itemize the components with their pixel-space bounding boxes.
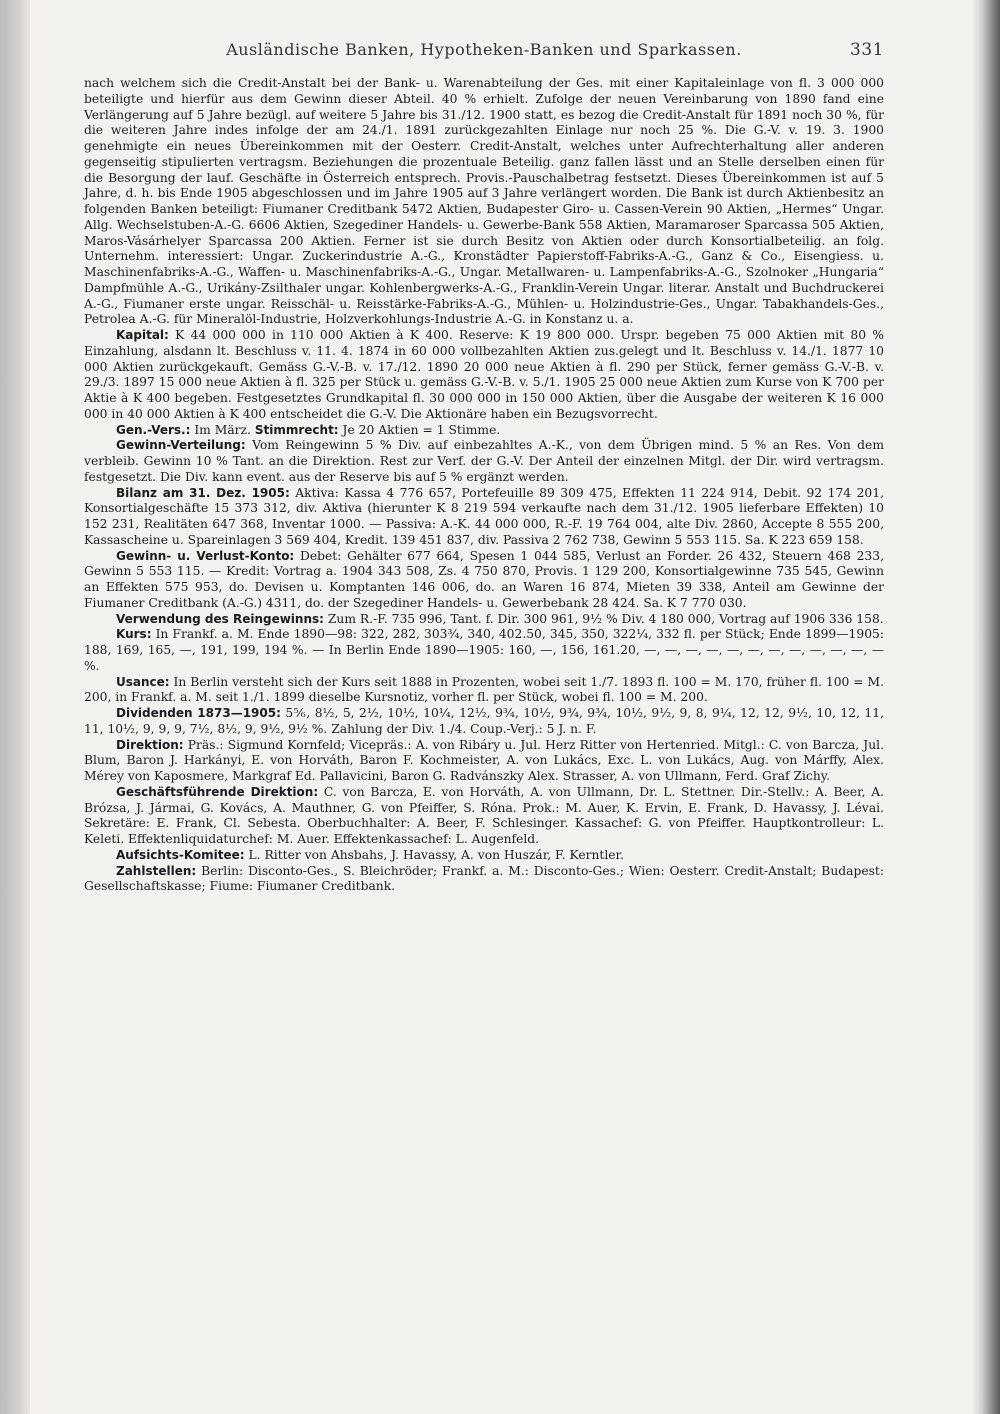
section-label: Usance: (116, 674, 170, 689)
section-kapital (84, 328, 884, 423)
section-aufsichts-komitee (84, 848, 884, 864)
section-label: Zahlstellen: (116, 863, 197, 878)
section-label-stimmrecht: Stimmrecht: (254, 422, 339, 437)
section-label: Geschäftsführende Direktion: (116, 784, 319, 799)
section-label: Kurs: (116, 627, 152, 642)
section-text: 5⅚, 8½, 5, 2½, 10½, 10¼, 12½, 9¾, 10½, 9¾, 9¾, 10½, 9½, 9, 8, 9¼, 12, 12, 9½, 10, 12, 11, 11, 10½, 9, 9, 9, 7½, 8½, 9, 9½, 9½ %. Zahlung der Div. 1./4. Coup.-Verj.: 5 J. n. F. (84, 706, 884, 736)
section-text: L. Ritter von Ahsbahs, J. Havassy, A. von Huszár, F. Kerntler. (248, 847, 624, 862)
section-label: Bilanz am 31. Dez. 1905: (116, 485, 290, 500)
section-label: Dividenden 1873—1905: (116, 706, 281, 720)
section-verwendung (84, 612, 884, 628)
section-gewinn-verteilung (84, 438, 884, 485)
section-text: K 44 000 000 in 110 000 Aktien à K 400. Reserve: K 19 800 000. Urspr. begeben 75 000 Aktien mit 80 % Einzahlung, alsdann lt. Beschluss v. 11. 4. 1874 in 60 000 vollbezahlten Aktien zus.gelegt und lt. Beschluss v. 14./1. 1877 10 000 Aktien zurückgekauft. Gemäss G.-V.-B. v. 17./12. 1890 20 000 neue Aktien à fl. 290 per Stück, ferner gemäss G.-V.-B. v. 29./3. 1897 15 000 neue Aktien à fl. 325 per Stück u. gemäss G.-V.-B. v. 5./1. 1905 25 000 neue Aktien zum Kurse von K 700 per Aktie à K 400 begeben. Festgesetztes Grundkapital fl. 30 000 000 in 150 000 Aktien, über die Ausgabe der weiteren K 16 000 000 in 40 000 Aktien à K 400 entscheidet die G.-V. Die Aktionäre haben ein Bezugsvorrecht. (84, 328, 884, 421)
section-text: Berlin: Disconto-Ges., S. Bleichröder; Frankf. a. M.: Disconto-Ges.; Wien: Oesterr. Credit-Anstalt; Budapest: Gesellschaftskasse; Fiume: Fiumaner Creditbank. (84, 863, 884, 894)
section-gen-vers (84, 423, 884, 439)
section-label: Verwendung des Reingewinns: (116, 611, 324, 626)
section-text: Zum R.-F. 735 996, Tant. f. Dir. 300 961, 9½ % Div. 4 180 000, Vortrag auf 1906 336 158. (327, 611, 884, 626)
section-label: Gen.-Vers.: (116, 422, 191, 437)
section-text: Präs.: Sigmund Kornfeld; Vicepräs.: A. von Ribáry u. Jul. Herz Ritter von Hertenried. Mitgl.: C. von Barcza, Jul. Blum, Baron J. Harkányi, E. von Horváth, Baron F. Kochmeister, A. von Lukács, Exc. L. von Lukács, Aug. von Márffy, Alex. Mérey von Kaposmere, Markgraf Ed. Pallavicini, Baron G. Radvánszky Alex. Strasser, A. von Ullmann, Ferd. Graf Zichy. (84, 737, 884, 783)
running-title: Ausländische Banken, Hypotheken-Banken und Sparkassen. (226, 40, 742, 59)
section-label: Gewinn- u. Verlust-Konto: (116, 548, 295, 563)
section-text: Debet: Gehälter 677 664, Spesen 1 044 585, Verlust an Forder. 26 432, Steuern 468 233, Gewinn 5 553 115. — Kredit: Vortrag a. 1904 343 508, Zs. 4 750 870, Provis. 1 129 200, Konsortialgewinne 735 545, Gewinn an Effekten 575 953, do. Devisen u. Komptanten 146 006, do. an Waren 16 874, Mieten 39 338, Anteil am Gewinne der Fiumaner Creditbank (A.-G.) 4311, do. der Szegediner Handels- u. Gewerbebank 28 424. Sa. K 7 770 030. (84, 548, 884, 610)
section-zahlstellen (84, 864, 884, 896)
section-label: Aufsichts-Komitee: (116, 847, 245, 862)
section-text-stimmrecht: Je 20 Aktien = 1 Stimme. (342, 422, 501, 437)
scan-edge-left (0, 0, 30, 1414)
section-usance (84, 675, 884, 707)
section-text: Vom Reingewinn 5 % Div. auf einbezahltes A.-K., von dem Übrigen mind. 5 % an Res. Von dem verbleib. Gewinn 10 % Tant. an die Direktion. Rest zur Verf. der G.-V. Der Anteil der einzelnen Mitgl. der Dir. wird vertragsm. festgesetzt. Die Div. kann event. aus der Reserve bis auf 5 % ergänzt werden. (84, 438, 884, 484)
section-label: Direktion: (116, 737, 184, 752)
document-page (84, 40, 884, 895)
section-text: Aktiva: Kassa 4 776 657, Portefeuille 89 309 475, Effekten 11 224 914, Debit. 92 174 201, Konsortialgeschäfte 15 373 312, div. Aktiva (hierunter K 8 219 594 verkaufte nach dem 31./12. 1905 lieferbare Effekten) 10 152 231, Realitäten 647 368, Inventar 1000. — Passiva: A.-K. 44 000 000, R.-F. 19 764 004, alte Div. 2860, Accepte 8 555 200, Kassascheine u. Spareinlagen 3 569 404, Kredit. 139 451 837, div. Passiva 2 762 738, Gewinn 5 553 115. Sa. K 223 659 158. (84, 485, 884, 547)
section-label: Gewinn-Verteilung: (116, 438, 246, 453)
section-dividenden (84, 706, 884, 738)
running-header (84, 40, 884, 76)
section-text: In Frankf. a. M. Ende 1890—98: 322, 282, 303¾, 340, 402.50, 345, 350, 322¼, 332 fl. per Stück; Ende 1899—1905: 188, 169, 165, —, 191, 199, 194 %. — In Berlin Ende 1890—1905: 160, —, 156, 161.20, —, —, —, —, —, —, —, —, —, —, —, — %. (84, 627, 884, 673)
document-body (84, 76, 884, 895)
section-text: C. von Barcza, E. von Horváth, A. von Ullmann, Dr. L. Stettner. Dir.-Stellv.: A. Beer, A. Brózsa, J. Jármai, G. Kovács, A. Mauthner, G. von Pfeiffer, S. Róna. Prok.: M. Auer, K. Ervin, E. Frank, D. Havassy, J. Lévai. Sekretäre: E. Frank, Cl. Sebesta. Oberbuchhalter: A. Beer, F. Schlesinger. Kassachef: G. von Pfeiffer. Hauptkontrolleur: L. Keleti. Effektenliquidaturchef: M. Auer. Effektenkassachef: L. Augenfeld. (84, 784, 885, 846)
intro-paragraph: nach welchem sich die Credit-Anstalt bei der Bank- u. Warenabteilung der Ges. mit einer Kapitaleinlage von fl. 3 000 000 beteiligte und hierfür aus dem Gewinn dieser Abteil. 40 % erhielt. Zufolge der neuen Vereinbarung von 1890 fand eine Verlängerung auf 5 Jahre bezügl. auf weitere 5 Jahre bis 31./12. 1900 statt, es bezog die Credit-Anstalt für 1891 noch 30 %, für die weiteren Jahre indes infolge der am 24./1. 1891 zurückgezahlten Einlage nur noch 25 %. Die G.-V. v. 19. 3. 1900 genehmigte ein neues Übereinkommen mit der Oesterr. Credit-Anstalt, welches unter Aufrechterhaltung aller anderen gegenseitig stipulierten vertragsm. Beziehungen die prozentuale Beteilig. ganz fallen lässt und an Stelle derselben einen für die Besorgung der lauf. Geschäfte in Österreich entsprech. Provis.-Pauschalbetrag festsetzt. Dieses Übereinkommen ist auf 5 Jahre, d. h. bis Ende 1905 abgeschlossen und im Jahre 1905 auf 3 Jahre verlängert worden. Die Bank ist durch Aktienbesitz an folgenden Banken beteiligt: Fiumaner Creditbank 5472 Aktien, Budapester Giro- u. Cassen-Verein 90 Aktien, „Hermes“ Ungar. Allg. Wechselstuben-A.-G. 6606 Aktien, Szegediner Handels- u. Gewerbe-Bank 558 Aktien, Maramaroser Sparcassa 505 Aktien, Maros-Vásárhelyer Sparcassa 200 Aktien. Ferner ist sie durch Besitz von Aktien oder durch Konsortialbeteilig. an folg. Unternehm. interessiert: Ungar. Zuckerindustrie A.-G., Kronstädter Papierstoff-Fabriks-A.-G., Ganz & Co., Eisengiess. u. Maschinenfabriks-A.-G., Waffen- u. Maschinenfabriks-A.-G., Ungar. Metallwaren- u. Lampenfabriks-A.-G., Szolnoker „Hungaria“ Dampfmühle A.-G., Urikány-Zsilthaler ungar. Kohlenbergwerks-A.-G., Franklin-Verein Ungar. literar. Anstalt und Buchdruckerei A.-G., Fiumaner erste ungar. Reisschäl- u. Reisstärke-Fabriks-A.-G., Mühlen- u. Holzindustrie-Ges., Ungar. Tabakhandels-Ges., Petrolea A.-G. für Mineralöl-Industrie, Holzverkohlungs-Industrie A.-G. in Konstanz u. a. (84, 76, 884, 327)
section-label: Kapital: (116, 328, 169, 342)
scan-edge-right (974, 0, 1000, 1414)
section-direktion (84, 738, 884, 785)
section-bilanz (84, 486, 884, 549)
section-text: In Berlin versteht sich der Kurs seit 1888 in Prozenten, wobei seit 1./7. 1893 fl. 100 = M. 170, früher fl. 100 = M. 200, in Frankf. a. M. seit 1./1. 1899 dieselbe Kursnotiz, vorher fl. per Stück, wobei fl. 100 = M. 200. (84, 674, 884, 705)
section-gewinn-verlust (84, 549, 884, 612)
section-text: Im März. (194, 422, 251, 437)
section-kurs (84, 627, 884, 674)
section-geschaeftsfuehrende-direktion (84, 785, 884, 848)
page-number: 331 (850, 40, 884, 60)
